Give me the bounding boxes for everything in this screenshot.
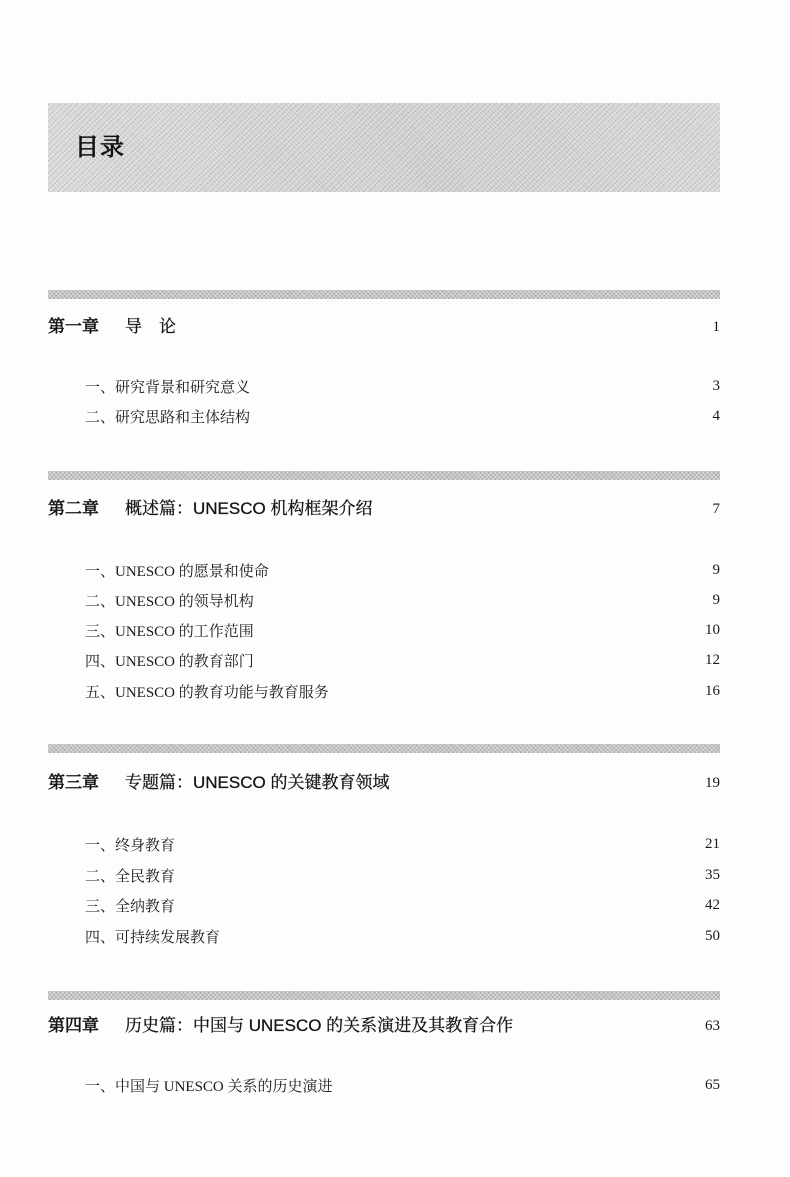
chapter-row-1: [48, 316, 720, 338]
entry-title: 四、可持续发展教育: [85, 930, 221, 946]
toc-entry: [85, 928, 720, 948]
chapter-page-number: 63: [705, 1018, 720, 1034]
chapter-title: 导 论: [125, 317, 176, 336]
chapter-title: 概述篇：UNESCO 机构框架介绍: [125, 499, 373, 518]
entry-title: 二、研究思路和主体结构: [85, 410, 251, 426]
toc-title: 目录: [75, 134, 125, 161]
toc-entry: [85, 683, 720, 703]
chapter-divider: [48, 991, 720, 1000]
chapter-number: 第三章: [48, 773, 99, 792]
entry-title: 一、中国与 UNESCO 关系的历史演进: [85, 1079, 333, 1095]
chapter-divider: [48, 744, 720, 753]
chapter-title: 历史篇：中国与 UNESCO 的关系演进及其教育合作: [125, 1016, 514, 1035]
toc-entry: [85, 1077, 720, 1097]
entry-page-number: 10: [705, 622, 720, 638]
toc-entry: [85, 378, 720, 398]
chapter-page-number: 1: [712, 319, 720, 335]
chapter-page-number: 7: [712, 501, 720, 517]
entry-page-number: 12: [705, 652, 720, 668]
chapter-divider: [48, 290, 720, 299]
toc-entry: [85, 592, 720, 612]
entry-page-number: 65: [705, 1077, 720, 1093]
chapter-row-2: [48, 498, 720, 520]
chapter-divider: [48, 471, 720, 480]
entry-page-number: 9: [712, 592, 720, 608]
toc-entry: [85, 836, 720, 856]
entry-title: 二、UNESCO 的领导机构: [85, 594, 254, 610]
entry-page-number: 16: [705, 683, 720, 699]
toc-header-band: [48, 103, 720, 192]
chapter-page-number: 19: [705, 775, 720, 791]
chapter-number: 第二章: [48, 499, 99, 518]
entry-title: 五、UNESCO 的教育功能与教育服务: [85, 685, 329, 701]
entry-title: 一、终身教育: [85, 838, 176, 854]
entry-page-number: 9: [712, 562, 720, 578]
entry-page-number: 21: [705, 836, 720, 852]
entry-page-number: 50: [705, 928, 720, 944]
toc-entry: [85, 562, 720, 582]
entry-title: 二、全民教育: [85, 869, 176, 885]
chapter-row-4: [48, 1015, 720, 1037]
toc-entry: [85, 652, 720, 672]
chapter-row-3: [48, 772, 720, 794]
entry-title: 一、UNESCO 的愿景和使命: [85, 564, 269, 580]
toc-entry: [85, 408, 720, 428]
entry-page-number: 42: [705, 897, 720, 913]
chapter-title: 专题篇：UNESCO 的关键教育领域: [125, 773, 390, 792]
entry-title: 三、全纳教育: [85, 899, 176, 915]
chapter-number: 第四章: [48, 1016, 99, 1035]
chapter-number: 第一章: [48, 317, 99, 336]
entry-page-number: 3: [712, 378, 720, 394]
toc-entry: [85, 897, 720, 917]
toc-entry: [85, 867, 720, 887]
entry-title: 三、UNESCO 的工作范围: [85, 624, 254, 640]
entry-page-number: 35: [705, 867, 720, 883]
entry-page-number: 4: [712, 408, 720, 424]
toc-entry: [85, 622, 720, 642]
entry-title: 一、研究背景和研究意义: [85, 380, 251, 396]
entry-title: 四、UNESCO 的教育部门: [85, 654, 254, 670]
